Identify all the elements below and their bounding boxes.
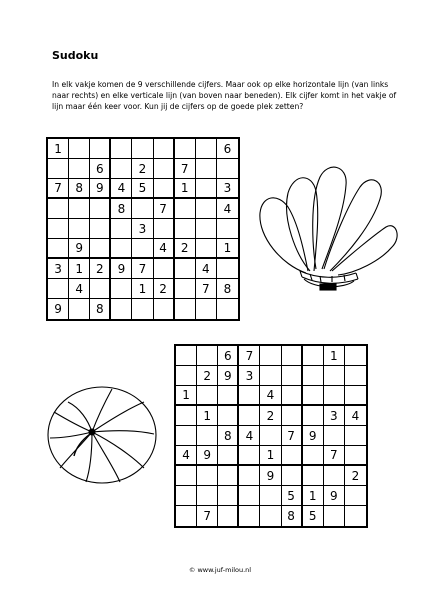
sudoku-cell: 2 <box>175 239 196 259</box>
sudoku-cell: 3 <box>48 259 69 279</box>
sudoku-cell: 9 <box>303 426 324 446</box>
sudoku-cell: 4 <box>217 199 238 219</box>
sudoku-cell: 7 <box>324 446 345 466</box>
sudoku-cell: 8 <box>69 179 90 199</box>
sudoku-cell: 7 <box>239 346 260 366</box>
sudoku-cell: 1 <box>69 259 90 279</box>
sudoku-cell: 7 <box>48 179 69 199</box>
sudoku-cell <box>176 486 197 506</box>
sudoku-cell: 8 <box>282 506 303 526</box>
sudoku-cell <box>345 346 366 366</box>
sudoku-cell <box>282 366 303 386</box>
sudoku-cell <box>218 506 239 526</box>
sudoku-cell: 9 <box>48 299 69 319</box>
copyright-footer: © www.juf-milou.nl <box>188 566 252 574</box>
sudoku-cell: 4 <box>239 426 260 446</box>
sudoku-cell <box>176 366 197 386</box>
sudoku-cell: 9 <box>90 179 111 199</box>
sudoku-cell <box>175 259 196 279</box>
sudoku-cell <box>239 506 260 526</box>
sudoku-cell <box>324 466 345 486</box>
sudoku-cell: 7 <box>175 159 196 179</box>
sudoku-cell <box>176 426 197 446</box>
flower-icon <box>252 155 400 295</box>
sudoku-cell <box>324 506 345 526</box>
sudoku-cell <box>175 199 196 219</box>
sudoku-cell <box>175 279 196 299</box>
sudoku-cell <box>282 446 303 466</box>
sudoku-cell <box>197 346 218 366</box>
sudoku-cell: 4 <box>176 446 197 466</box>
sudoku-cell: 9 <box>111 259 132 279</box>
sudoku-cell <box>111 239 132 259</box>
sudoku-cell <box>303 366 324 386</box>
sudoku-cell: 1 <box>303 486 324 506</box>
sudoku-cell <box>69 299 90 319</box>
sudoku-cell <box>218 486 239 506</box>
sudoku-cell <box>345 366 366 386</box>
sudoku-cell <box>282 346 303 366</box>
sudoku-cell: 2 <box>132 159 153 179</box>
sudoku-cell <box>154 179 175 199</box>
sudoku-cell <box>282 466 303 486</box>
sudoku-cell <box>345 506 366 526</box>
sudoku-cell <box>197 386 218 406</box>
sudoku-cell <box>239 466 260 486</box>
sudoku-cell <box>90 199 111 219</box>
sudoku-cell <box>260 506 281 526</box>
sudoku-cell <box>303 446 324 466</box>
sudoku-cell <box>324 366 345 386</box>
sudoku-cell <box>282 386 303 406</box>
sudoku-cell <box>48 279 69 299</box>
sudoku-cell <box>239 446 260 466</box>
sudoku-cell <box>132 139 153 159</box>
sudoku-cell <box>132 299 153 319</box>
sudoku-cell: 1 <box>217 239 238 259</box>
sudoku-cell: 7 <box>197 506 218 526</box>
sudoku-cell: 2 <box>260 406 281 426</box>
sudoku-cell <box>345 446 366 466</box>
sudoku-cell: 3 <box>217 179 238 199</box>
sudoku-cell <box>111 279 132 299</box>
sudoku-cell <box>196 299 217 319</box>
sudoku-cell: 5 <box>132 179 153 199</box>
sudoku-cell: 1 <box>48 139 69 159</box>
sudoku-cell: 1 <box>176 386 197 406</box>
sudoku-cell: 2 <box>90 259 111 279</box>
sudoku-cell: 4 <box>154 239 175 259</box>
sudoku-cell: 1 <box>324 346 345 366</box>
sudoku-cell <box>218 406 239 426</box>
sudoku-cell <box>239 406 260 426</box>
sudoku-cell <box>90 279 111 299</box>
sudoku-cell <box>197 426 218 446</box>
sudoku-cell <box>324 426 345 446</box>
instructions-text: In elk vakje komen de 9 verschillende cijfers. Maar ook op elke horizontale lijn (van links naar rechts) en elke verticale lijn (van boven naar beneden). Elk cijfer komt in het vakje of lijn maar één keer voor. Kun jij de cijfers op de goede plek zetten? <box>52 80 397 111</box>
sudoku-cell: 4 <box>345 406 366 426</box>
sudoku-cell: 4 <box>111 179 132 199</box>
sudoku-cell <box>176 346 197 366</box>
sudoku-cell <box>303 386 324 406</box>
page-title: Sudoku <box>52 49 99 62</box>
sudoku-cell <box>154 259 175 279</box>
sudoku-cell <box>48 199 69 219</box>
sudoku-cell <box>132 199 153 219</box>
sudoku-cell <box>217 299 238 319</box>
sudoku-cell <box>260 366 281 386</box>
sudoku-cell: 9 <box>197 446 218 466</box>
sudoku-cell: 1 <box>132 279 153 299</box>
sudoku-cell: 8 <box>218 426 239 446</box>
sudoku-cell <box>176 506 197 526</box>
sudoku-cell <box>260 486 281 506</box>
sudoku-cell <box>175 299 196 319</box>
sudoku-cell <box>176 466 197 486</box>
sudoku-cell: 2 <box>154 279 175 299</box>
sudoku-cell <box>197 466 218 486</box>
sudoku-cell <box>282 406 303 426</box>
sudoku-cell <box>303 466 324 486</box>
sudoku-cell <box>69 159 90 179</box>
sudoku-cell <box>111 299 132 319</box>
sudoku-cell <box>111 219 132 239</box>
sudoku-cell <box>196 179 217 199</box>
sudoku-cell: 7 <box>282 426 303 446</box>
sudoku-cell <box>303 406 324 426</box>
sudoku-cell <box>154 139 175 159</box>
sudoku-cell <box>345 426 366 446</box>
sudoku-cell <box>218 446 239 466</box>
sudoku-cell <box>176 406 197 426</box>
flower-icon <box>40 380 160 490</box>
sudoku-cell <box>196 219 217 239</box>
sudoku-cell: 6 <box>90 159 111 179</box>
sudoku-cell <box>324 386 345 406</box>
sudoku-cell: 8 <box>217 279 238 299</box>
sudoku-cell <box>154 219 175 239</box>
sudoku-cell: 5 <box>303 506 324 526</box>
sudoku-cell: 8 <box>111 199 132 219</box>
sudoku-cell <box>196 159 217 179</box>
sudoku-cell <box>154 159 175 179</box>
sudoku-cell <box>90 239 111 259</box>
sudoku-cell <box>175 219 196 239</box>
sudoku-cell: 2 <box>197 366 218 386</box>
sudoku-cell: 8 <box>90 299 111 319</box>
sudoku-cell <box>260 426 281 446</box>
sudoku-cell <box>239 386 260 406</box>
sudoku-cell: 4 <box>196 259 217 279</box>
sudoku-cell <box>260 346 281 366</box>
sudoku-cell: 9 <box>324 486 345 506</box>
sudoku-cell <box>69 219 90 239</box>
sudoku-cell <box>154 299 175 319</box>
sudoku-cell <box>217 219 238 239</box>
sudoku-cell <box>175 139 196 159</box>
sudoku-cell: 2 <box>345 466 366 486</box>
sudoku-cell: 7 <box>132 259 153 279</box>
sudoku-cell: 3 <box>239 366 260 386</box>
sudoku-cell: 7 <box>196 279 217 299</box>
sudoku-cell <box>196 199 217 219</box>
sudoku-cell <box>345 486 366 506</box>
sudoku-cell <box>111 159 132 179</box>
sudoku-cell <box>90 219 111 239</box>
sudoku-cell: 9 <box>218 366 239 386</box>
sudoku-cell: 9 <box>260 466 281 486</box>
sudoku-cell <box>197 486 218 506</box>
sudoku-cell: 1 <box>175 179 196 199</box>
sudoku-cell <box>239 486 260 506</box>
sudoku-cell: 3 <box>132 219 153 239</box>
sudoku-grid-2 <box>174 344 368 528</box>
sudoku-cell <box>196 239 217 259</box>
sudoku-cell: 1 <box>260 446 281 466</box>
sudoku-cell: 4 <box>260 386 281 406</box>
sudoku-grid-1 <box>46 137 240 321</box>
sudoku-cell: 9 <box>69 239 90 259</box>
sudoku-cell <box>69 139 90 159</box>
sudoku-cell: 6 <box>218 346 239 366</box>
sudoku-cell <box>218 386 239 406</box>
sudoku-cell <box>111 139 132 159</box>
sudoku-cell <box>217 259 238 279</box>
sudoku-cell <box>48 159 69 179</box>
sudoku-cell <box>345 386 366 406</box>
sudoku-cell <box>196 139 217 159</box>
sudoku-cell <box>303 346 324 366</box>
sudoku-cell <box>48 219 69 239</box>
sudoku-cell <box>132 239 153 259</box>
sudoku-cell: 3 <box>324 406 345 426</box>
sudoku-cell: 7 <box>154 199 175 219</box>
sudoku-cell <box>217 159 238 179</box>
sudoku-cell <box>48 239 69 259</box>
sudoku-cell: 5 <box>282 486 303 506</box>
sudoku-cell <box>90 139 111 159</box>
sudoku-cell: 6 <box>217 139 238 159</box>
sudoku-cell: 1 <box>197 406 218 426</box>
sudoku-cell <box>218 466 239 486</box>
sudoku-cell: 4 <box>69 279 90 299</box>
sudoku-cell <box>69 199 90 219</box>
